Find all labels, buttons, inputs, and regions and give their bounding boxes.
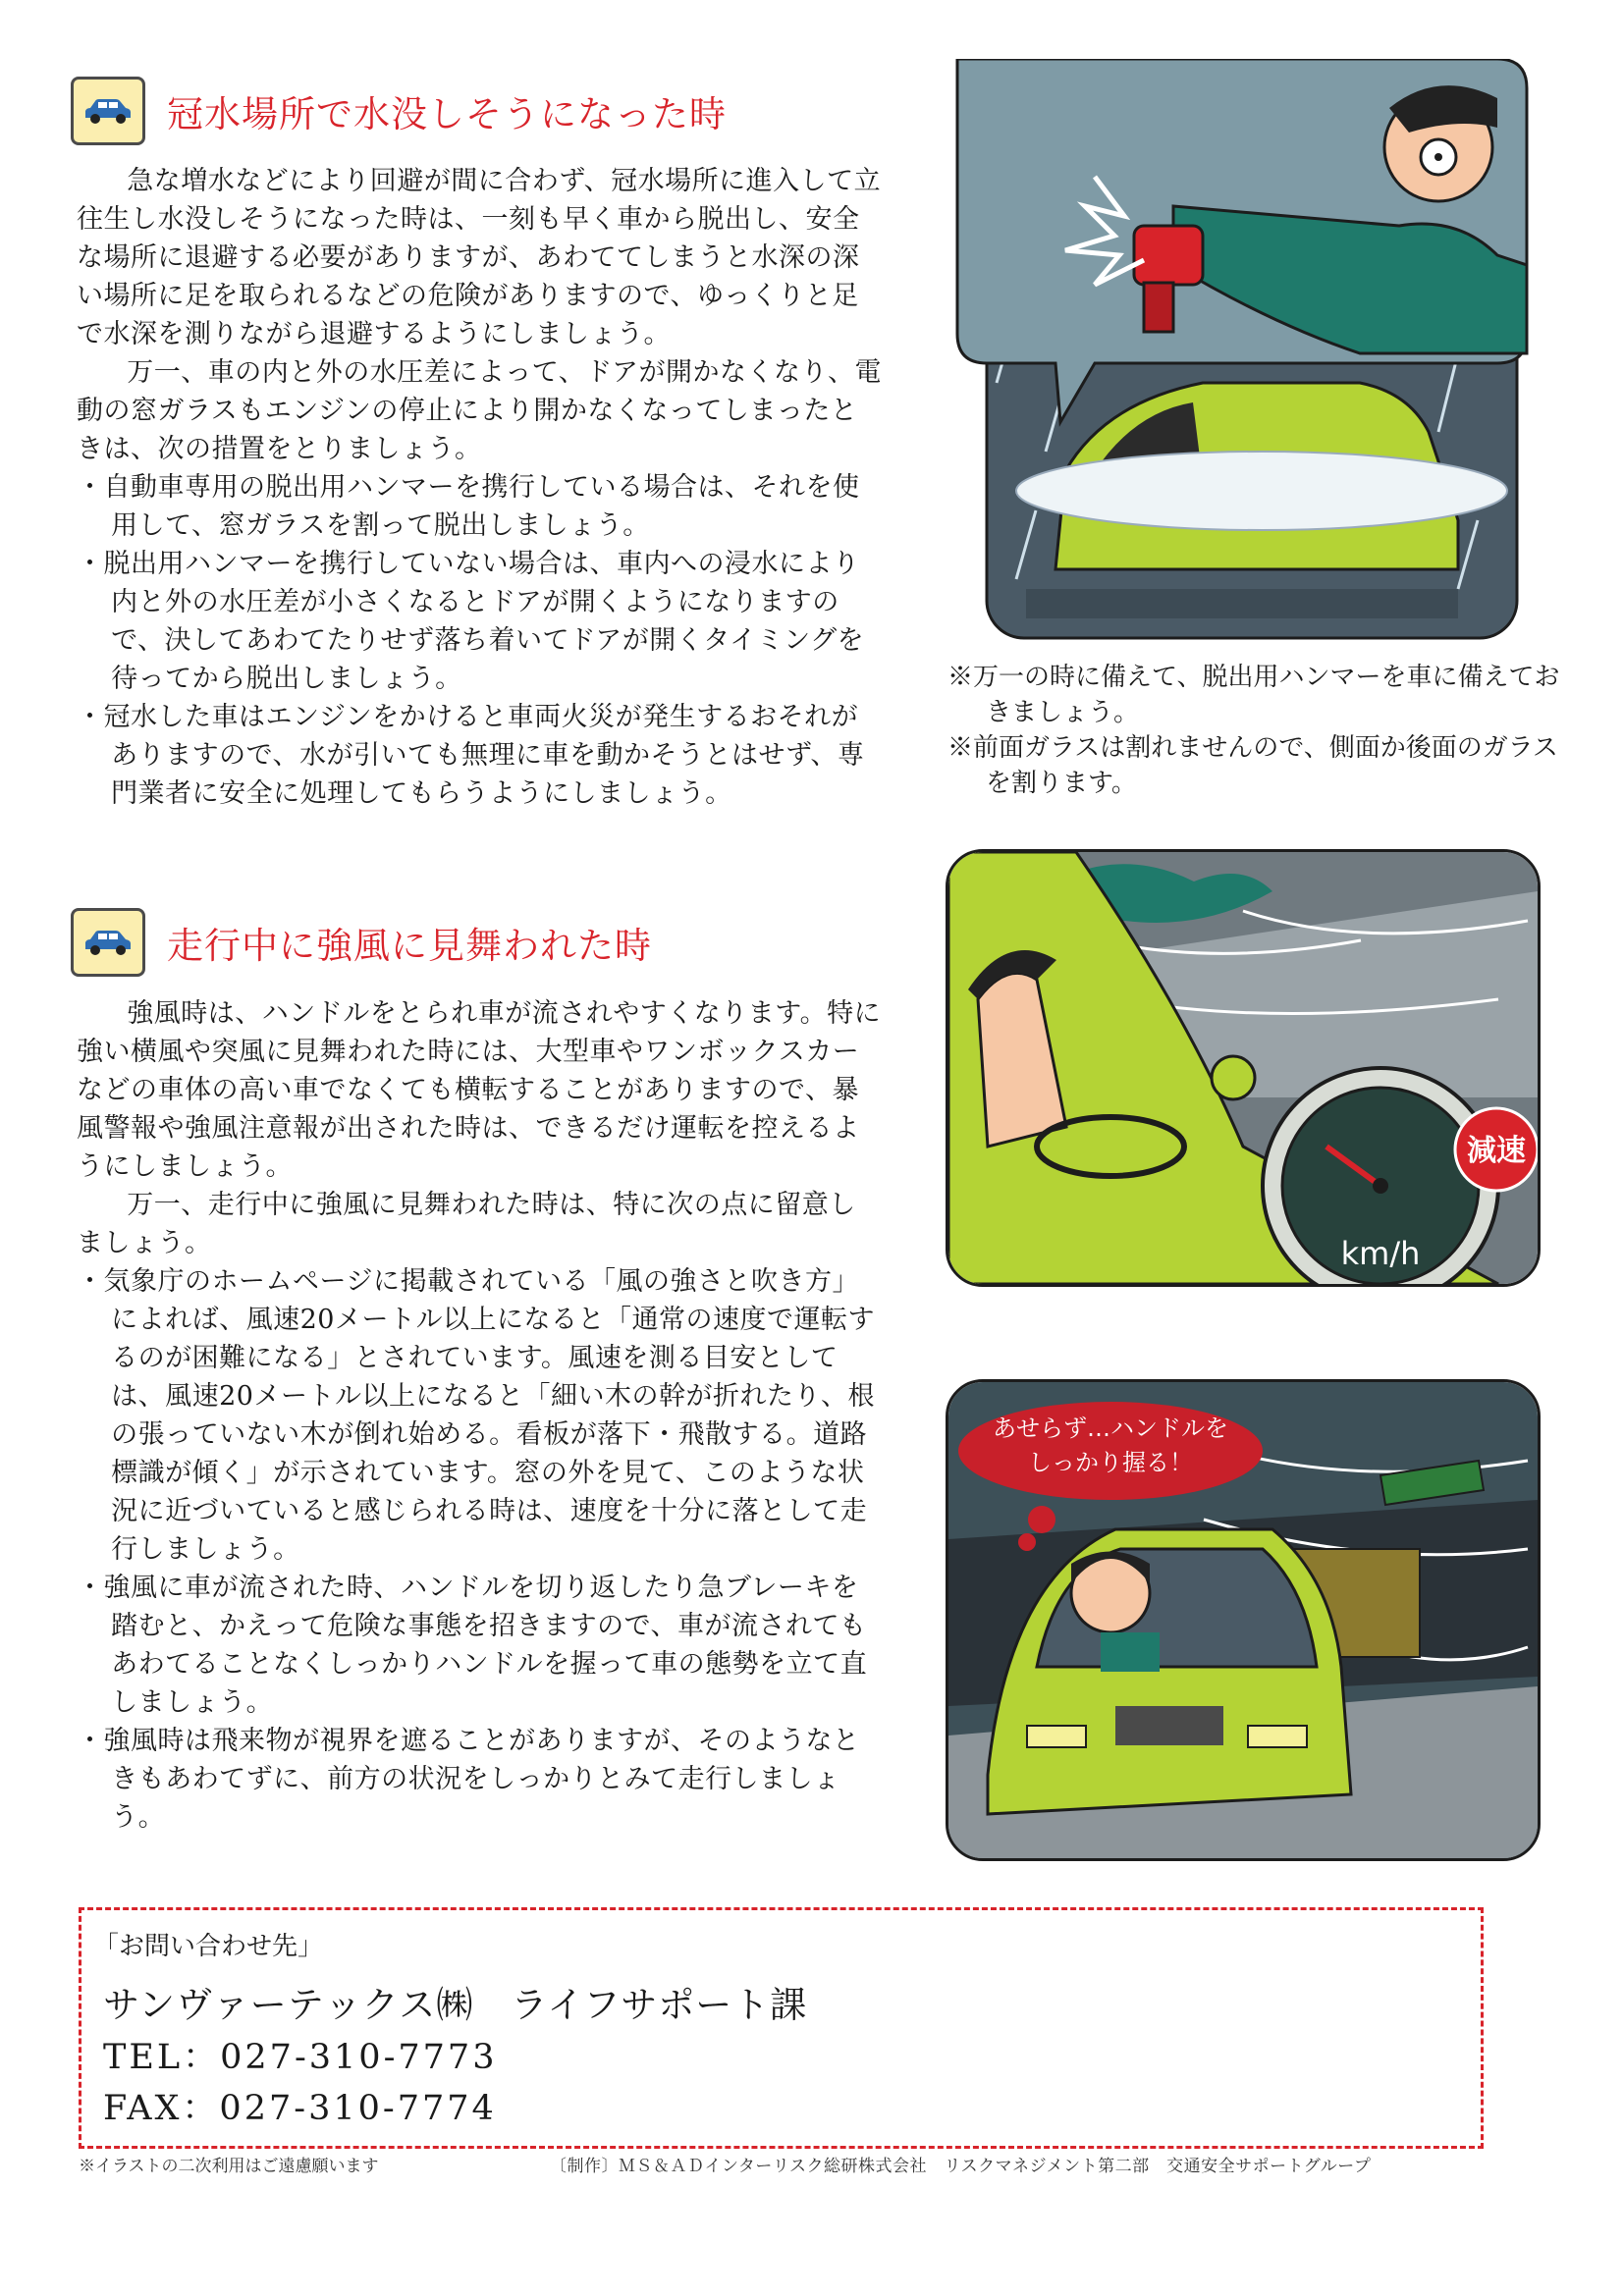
speed-unit-label: km/h bbox=[1340, 1235, 1421, 1272]
section1-body bbox=[77, 162, 882, 813]
list-item: ・脱出用ハンマーを携行していない場合は、車内への浸水により内と外の水圧差が小さくなるとドアが開くようになりますので、決してあわてたりせず落ち着いてドアが開くタイミングを待ってから脱出しましょう。 bbox=[77, 549, 865, 694]
section1-bullet-list bbox=[77, 468, 882, 813]
list-item: ・自動車専用の脱出用ハンマーを携行している場合は、それを使用して、窓ガラスを割って脱出しましょう。 bbox=[77, 472, 860, 541]
section1-paragraph: 急な増水などにより回避が間に合わず、冠水場所に進入して立往生し水没しそうになった時は、一刻も早く車から脱出し、安全な場所に退避する必要がありますが、あわててしまうと水深の深い場所に足を取られるなどの危険がありますので、ゆっくりと足で水深を測りながら退避するようにしましょう。 bbox=[77, 166, 882, 349]
contact-company: サンヴァーテックス㈱ ライフサポート課 bbox=[103, 1984, 808, 2026]
list-item: ・強風に車が流された時、ハンドルを切り返したり急ブレーキを踏むと、かえって危険な事態を招きますので、車が流されてもあわてることなくしっかりハンドルを握って車の態勢を立て直しましょう。 bbox=[77, 1573, 868, 1718]
section1-notes bbox=[947, 660, 1566, 801]
thought-bubble-line1: あせらず…ハンドルを bbox=[993, 1415, 1228, 1442]
list-item: ・気象庁のホームページに掲載されている「風の強さと吹き方」によれば、風速20メートル以上になると「通常の速度で運転するのが困難になる」とされています。風速を測る目安としては、風速20メートル以上になると「細い木の幹が折れたり、根の張っていない木が倒れ始める。看板が落下・飛散する。道路標識が傾く」が示されています。窓の外を見て、このような状況に近づいていると感じられる時は、速度を十分に落として走行しましょう。 bbox=[77, 1266, 875, 1565]
deceleration-illustration bbox=[946, 849, 1541, 1287]
contact-fax: FAX：027-310-7774 bbox=[103, 2089, 497, 2128]
section1-heading bbox=[71, 77, 727, 145]
list-item: ・強風時は飛来物が視界を遮ることがありますが、そのようなときもあわてずに、前方の状況をしっかりとみて走行しましょう。 bbox=[77, 1726, 860, 1833]
strong-wind-illustration bbox=[946, 1379, 1541, 1861]
section1-title: 冠水場所で水没しそうになった時 bbox=[167, 93, 727, 135]
note-text: ※万一の時に備えて、脱出用ハンマーを車に備えておきましょう。 bbox=[947, 663, 1560, 727]
footer-credit: 〔制作〕ＭＳ＆ＡＤインターリスク総研株式会社 リスクマネジメント第二部 交通安全サポートグループ bbox=[550, 2157, 1372, 2176]
deceleration-label: 減速 bbox=[1467, 1134, 1526, 1168]
list-item: ・冠水した車はエンジンをかけると車両火災が発生するおそれがありますので、水が引いても無理に車を動かそうとはせず、専門業者に安全に処理してもらうようにしましょう。 bbox=[77, 702, 865, 809]
section2-title: 走行中に強風に見舞われた時 bbox=[167, 925, 652, 967]
escape-hammer-illustration bbox=[947, 59, 1537, 648]
section2-paragraph: 強風時は、ハンドルをとられ車が流されやすくなります。特に強い横風や突風に見舞われた時には、大型車やワンボックスカーなどの車体の高い車でなくても横転することがありますので、暴風警報や強風注意報が出された時は、できるだけ運転を控えるようにしましょう。 bbox=[77, 998, 882, 1182]
car-icon bbox=[71, 77, 145, 145]
section1-paragraph: 万一、車の内と外の水圧差によって、ドアが開かなくなり、電動の窓ガラスもエンジンの停止により開かなくなってしまったときは、次の措置をとりましょう。 bbox=[77, 357, 882, 464]
section2-paragraph: 万一、走行中に強風に見舞われた時は、特に次の点に留意しましょう。 bbox=[77, 1190, 856, 1258]
contact-tel: TEL：027-310-7773 bbox=[103, 2038, 498, 2077]
car-icon bbox=[71, 908, 145, 977]
thought-bubble-line2: しっかり握る！ bbox=[1028, 1449, 1193, 1476]
section2-bullet-list bbox=[77, 1262, 882, 1837]
footer-note: ※イラストの二次利用はご遠慮願います bbox=[79, 2157, 379, 2176]
contact-label: 「お問い合わせ先」 bbox=[93, 1932, 324, 1961]
section2-body bbox=[77, 994, 882, 1837]
contact-box bbox=[79, 1907, 1484, 2149]
note-text: ※前面ガラスは割れませんので、側面か後面のガラスを割ります。 bbox=[947, 733, 1558, 798]
section2-heading bbox=[71, 908, 652, 977]
